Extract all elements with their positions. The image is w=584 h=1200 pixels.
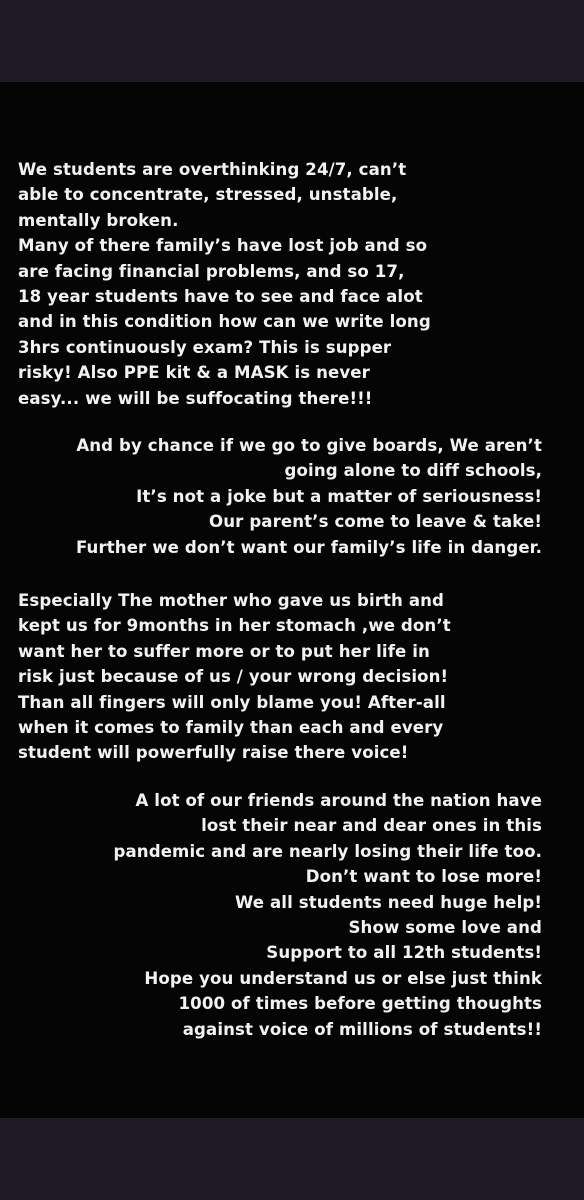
text-line: mentally broken.	[18, 210, 179, 230]
paragraph-2	[18, 433, 542, 560]
text-line: Don’t want to lose more!	[305, 867, 542, 887]
text-line: want her to suffer more or to put her life in	[18, 641, 430, 661]
paragraph-1	[18, 157, 431, 411]
text-line: Than all fingers will only blame you! After-all	[18, 692, 446, 712]
text-line: A lot of our friends around the nation have	[135, 791, 542, 810]
text-line: Show some love and	[348, 918, 542, 938]
text-line: able to concentrate, stressed, unstable,	[18, 185, 398, 205]
text-line: kept us for 9months in her stomach ,we don’t	[18, 616, 451, 636]
text-line: It’s not a joke but a matter of seriousness!	[136, 486, 542, 506]
text-line: 1000 of times before getting thoughts	[178, 994, 542, 1014]
text-line: student will powerfully raise there voice!	[18, 743, 409, 763]
text-line: 3hrs continuously exam? This is supper	[18, 337, 392, 357]
text-line: easy... we will be suffocating there!!!	[18, 388, 373, 408]
text-line: when it comes to family than each and every	[18, 718, 444, 738]
text-line: 18 year students have to see and face alot	[18, 287, 423, 307]
text-line: lost their near and dear ones in this	[201, 816, 542, 836]
text-line: against voice of millions of students!!	[182, 1019, 542, 1039]
text-line: Our parent’s come to leave & take!	[209, 512, 542, 532]
text-line: We all students need huge help!	[234, 892, 542, 912]
text-line: and in this condition how can we write long	[18, 312, 431, 332]
text-line: Support to all 12th students!	[266, 943, 542, 963]
text-line: Especially The mother who gave us birth and	[18, 591, 445, 610]
text-line: are facing financial problems, and so 17,	[18, 261, 405, 281]
text-line: going alone to diff schools,	[284, 461, 542, 481]
paragraph-3	[18, 588, 451, 766]
text-line: risky! Also PPE kit & a MASK is never	[18, 363, 370, 383]
text-line: We students are overthinking 24/7, can’t	[18, 160, 407, 179]
text-line: Many of there family’s have lost job and so	[18, 236, 428, 256]
paragraph-4	[18, 788, 542, 1042]
text-line: And by chance if we go to give boards, We aren’t	[76, 436, 542, 455]
top-letterbox	[0, 0, 584, 82]
text-line: Further we don’t want our family’s life in danger.	[75, 537, 542, 557]
text-line: pandemic and are nearly losing their life too.	[113, 841, 542, 861]
text-line: risk just because of us / your wrong decision!	[18, 667, 449, 687]
bottom-letterbox	[0, 1118, 584, 1200]
text-line: Hope you understand us or else just think	[144, 968, 542, 988]
